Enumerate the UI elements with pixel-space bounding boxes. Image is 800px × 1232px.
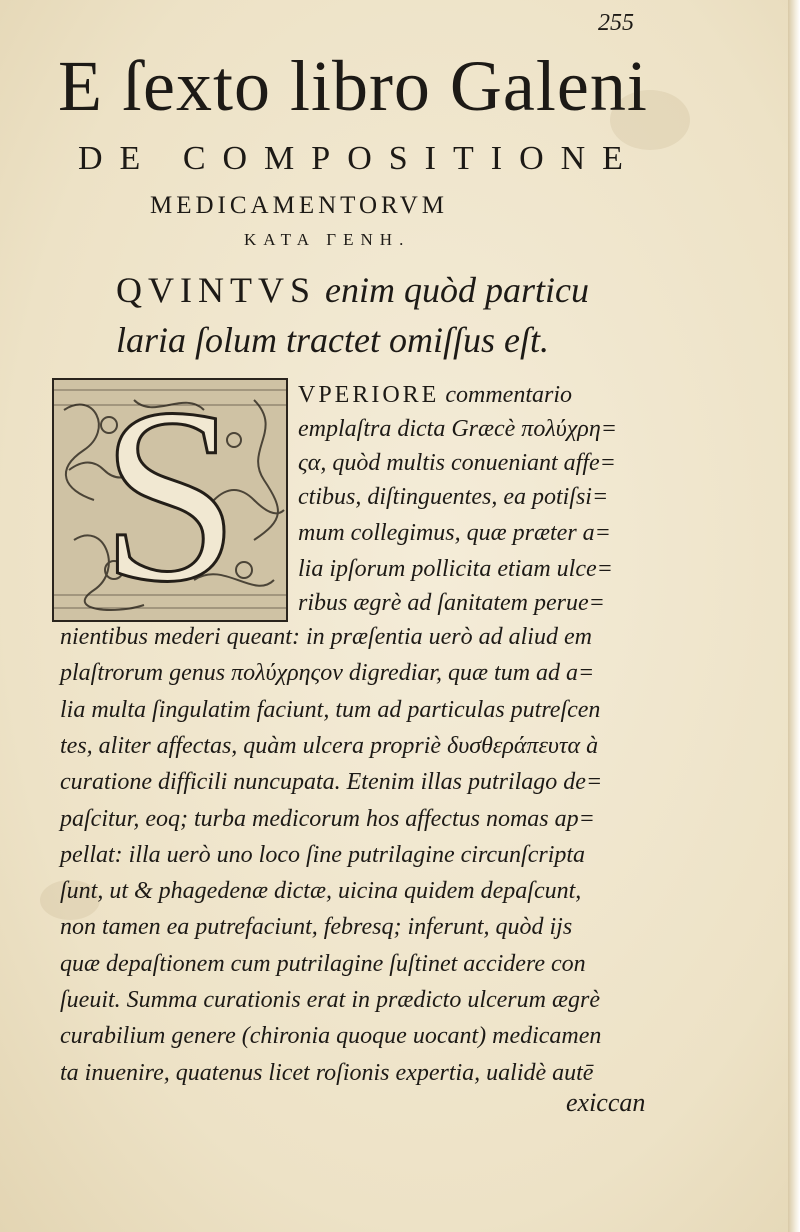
- body-line-beside-initial: [298, 446, 616, 480]
- body-line: plaſtrorum genus πολύχρηςον digrediar, quæ tum ad a=: [60, 660, 595, 687]
- body-line-beside-initial: [298, 412, 617, 446]
- body-line: ta inuenire, quatenus licet roſionis expertia, ualidè autē: [60, 1059, 594, 1086]
- body-line-beside-initial: [298, 480, 608, 514]
- body-text: ctibus, diſtinguentes, ea potiſsi=: [298, 484, 609, 510]
- body-line: pellat: illa uerò uno loco ſine putrilagine circunſcripta: [60, 841, 586, 868]
- body-line-beside-initial: [298, 586, 605, 620]
- body-line: ſueuit. Summa curationis erat in prædicto ulcerum ægrè: [60, 987, 600, 1013]
- body-line: ſunt, ut & phagedenæ dictæ, uicina quidem depaſcunt,: [60, 878, 582, 905]
- decorated-initial: [52, 378, 288, 622]
- body-caps: VPERIORE: [298, 382, 440, 408]
- page-title: E ſexto libro Galeni: [58, 46, 648, 126]
- body-text: emplaſtra dicta Græcè πολύχρη=: [298, 416, 617, 442]
- body-text: ςα, quòd multis conueniant affe=: [298, 450, 616, 476]
- body-line: lia multa ſingulatim faciunt, tum ad particulas putreſcen: [60, 696, 601, 723]
- body-line: quæ depaſtionem cum putrilagine ſuſtinet accidere con: [60, 950, 586, 977]
- body-line-beside-initial: [298, 552, 613, 586]
- body-text: mum collegimus, quæ præter a=: [298, 520, 611, 546]
- subtitle-line-2: MEDICAMENTORVM: [150, 192, 448, 219]
- body-text: lia ipſorum pollicita etiam ulce=: [298, 556, 613, 582]
- chapter-heading-line-2: laria ſolum tractet omiſſus eſt.: [116, 320, 549, 360]
- heading-caps: QVINTVS: [116, 270, 316, 310]
- body-line-beside-initial: [298, 378, 572, 412]
- body-line: curabilium genere (chironia quoque uocant) medicamen: [60, 1023, 602, 1050]
- subtitle-line-1: DE COMPOSITIONE: [78, 140, 640, 177]
- body-line: nientibus mederi queant: in præſentia uerò ad aliud em: [60, 624, 592, 650]
- heading-text: enim quòd particu: [316, 270, 589, 310]
- body-line: non tamen ea putrefaciunt, febresq; inferunt, quòd ijs: [60, 914, 573, 941]
- page-edge: [788, 0, 800, 1232]
- catchword: exiccan: [566, 1088, 646, 1117]
- body-line: tes, aliter affectas, quàm ulcera propriè δυσθεράπευτα à: [60, 732, 599, 759]
- initial-letter: S: [100, 378, 240, 622]
- body-text: commentario: [439, 382, 572, 408]
- chapter-heading-line-1: [116, 268, 676, 312]
- page-number: 255: [598, 10, 634, 36]
- body-line-beside-initial: [298, 516, 611, 550]
- body-text: ribus ægrè ad ſanitatem perue=: [298, 590, 605, 616]
- body-line: curatione difficili nuncupata. Etenim illas putrilago de=: [60, 769, 603, 796]
- subtitle-line-3: ΚΑΤΑ ΓΕΝΗ.: [244, 230, 411, 249]
- body-line: paſcitur, eoq; turba medicorum hos affectus nomas ap=: [60, 805, 595, 832]
